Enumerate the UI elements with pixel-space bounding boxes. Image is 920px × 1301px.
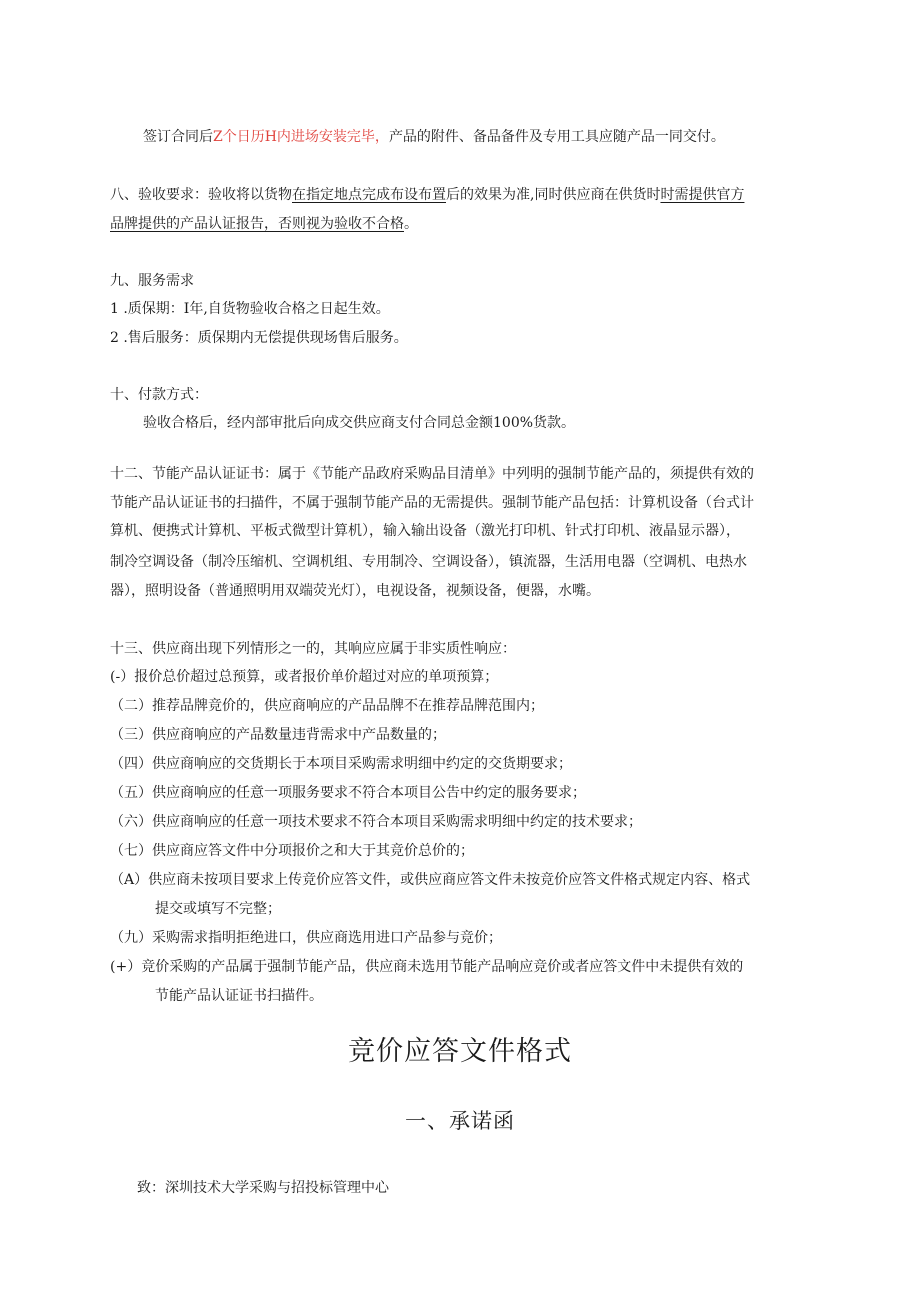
addressee-line: 致：深圳技术大学采购与招投标管理中心	[137, 1180, 389, 1196]
nonresponse-item: （A）供应商未按项目要求上传竞价应答文件，或供应商应答文件未按竞价应答文件格式规定内容、格式	[110, 872, 751, 888]
nonresponse-item: （四）供应商响应的交货期长于本项目采购需求明细中约定的交货期要求；	[110, 756, 572, 772]
nonresponse-item: (+）竞价采购的产品属于强制节能产品，供应商未选用节能产品响应竞价或者应答文件中未提供有效的	[110, 959, 744, 975]
delivery-text-end: 产品的附件、备品备件及专用工具应随产品一同交付。	[388, 129, 725, 145]
service-item-aftersales: 2 .售后服务：质保期内无偿提供现场售后服务。	[110, 330, 408, 346]
delivery-paragraph	[143, 128, 848, 146]
nonresponse-item-continued: 提交或填写不完整；	[155, 901, 281, 917]
nonresponse-item: （三）供应商响应的产品数量违背需求中产品数量的；	[110, 727, 446, 743]
nonresponse-item: （六）供应商响应的任意一项技术要求不符合本项目采购需求明细中约定的技术要求；	[110, 814, 642, 830]
acceptance-period: 。	[404, 216, 418, 232]
nonresponse-item: (-）报价总价超过总预算，或者报价单价超过对应的单项预算；	[110, 669, 499, 685]
acceptance-text-2: 后的效果为准,同时供应商在供货时	[446, 187, 661, 203]
energy-line: 器），照明设备（普通照明用双端荧光灯），电视设备，视频设备，便器，水嘴。	[110, 583, 600, 599]
delivery-text-start: 签订合同后	[143, 129, 213, 145]
energy-line: 制冷空调设备（制冷压缩机、空调机组、专用制冷、空调设备），镇流器，生活用电器（空调机、电热水	[110, 554, 747, 570]
section-subtitle: 一、承诺函	[405, 1109, 515, 1133]
payment-heading: 十、付款方式：	[110, 387, 208, 403]
nonresponse-heading: 十三、供应商出现下列情形之一的，其响应应属于非实质性响应：	[110, 641, 516, 657]
acceptance-text: 八、验收要求：验收将以货物	[110, 187, 292, 203]
nonresponse-item: （九）采购需求指明拒绝进口，供应商选用进口产品参与竞价；	[110, 930, 502, 946]
energy-line: 算机、便携式计算机、平板式微型计算机），输入输出设备（激光打印机、针式打印机、液晶显示器），	[110, 523, 740, 539]
nonresponse-item: （五）供应商响应的任意一项服务要求不符合本项目公告中约定的服务要求；	[110, 785, 586, 801]
nonresponse-item: （二）推荐品牌竞价的，供应商响应的产品品牌不在推荐品牌范围内；	[110, 698, 544, 714]
nonresponse-item-continued: 节能产品认证证书扫描件。	[155, 988, 323, 1004]
acceptance-underline-3: 品牌提供的产品认证报告，否则视为验收不合格	[110, 216, 404, 232]
acceptance-underline-2: 时需提供官方	[660, 187, 745, 203]
service-heading: 九、服务需求	[110, 273, 194, 289]
energy-line: 节能产品认证证书的扫描件，不属于强制节能产品的无需提供。强制节能产品包括：计算机设备（台式计	[110, 495, 754, 511]
acceptance-line-2	[110, 215, 815, 233]
nonresponse-item: （七）供应商应答文件中分项报价之和大于其竞价总价的；	[110, 843, 474, 859]
service-item-warranty: 1 .质保期：I年,自货物验收合格之日起生效。	[110, 301, 390, 317]
delivery-highlight-red: Z个日历H内进场安装完毕，	[213, 129, 389, 145]
energy-line: 十二、节能产品认证证书：属于《节能产品政府采购品目清单》中列明的强制节能产品的，须提供有效的	[110, 466, 754, 482]
acceptance-underline-1: 在指定地点完成布设布置	[292, 187, 446, 203]
acceptance-line-1	[110, 186, 815, 204]
payment-text: 验收合格后，经内部审批后向成交供应商支付合同总金额100%货款。	[143, 415, 576, 431]
section-title: 竞价应答文件格式	[348, 1036, 572, 1067]
